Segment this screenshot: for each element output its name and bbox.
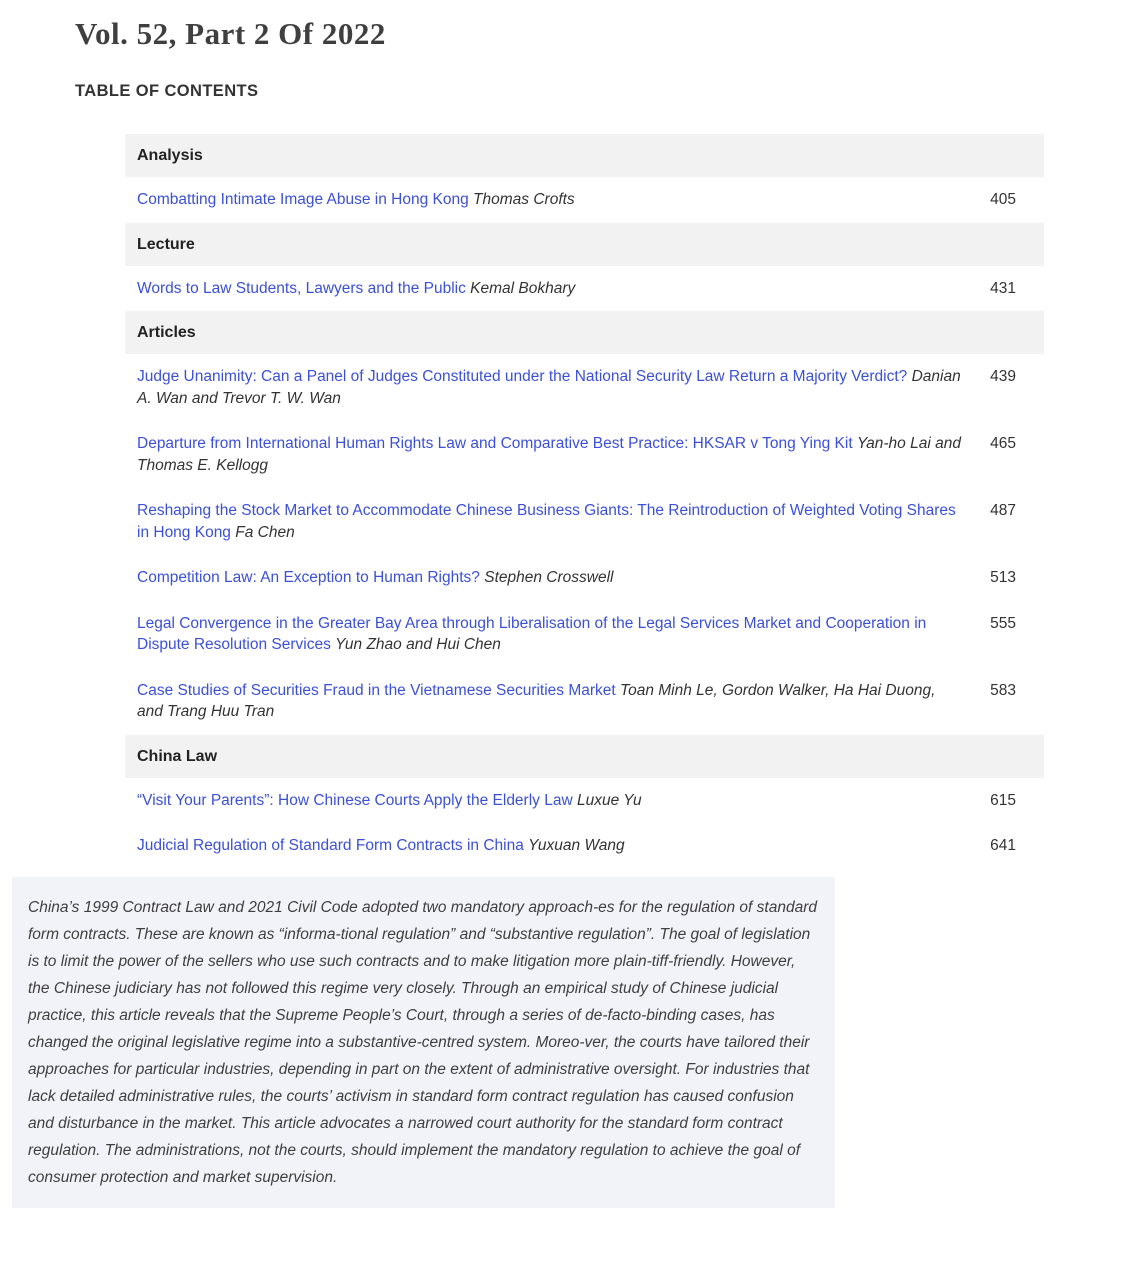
section-header — [125, 134, 1044, 177]
section-entries — [125, 778, 1044, 869]
article-authors: Stephen Crosswell — [484, 569, 614, 586]
section-label: Lecture — [137, 235, 195, 253]
article-title-link[interactable]: “Visit Your Parents”: How Chinese Courts Apply the Elderly Law — [137, 791, 573, 809]
article-authors: Danian A. Wan and Trevor T. W. Wan — [137, 368, 961, 407]
abstract-text: China’s 1999 Contract Law and 2021 Civil Code adopted two mandatory approach-es for the regulation of standard form contracts. These are known as “informa-tional regulation” and “substantive regulation”. The goal of legislation is to limit the power of the sellers who use such contracts and to make litigation more plain-tiff-friendly. However, the Chinese judiciary has not followed this regime very closely. Through an empirical study of Chinese judicial practice, this article reveals that the Supreme People’s Court, through a series of de-facto-binding cases, has changed the original legislative regime into a substantive-centred system. Moreo-ver, the courts have tailored their approaches for particular industries, depending in part on the extent of administrative oversight. For industries that lack detailed administrative rules, the courts’ activism in standard form contract regulation has caused confusion and disturbance in the market. This article advocates a narrowed court authority for the standard form contract regulation. The administrations, not the courts, should implement the mandatory regulation to achieve the goal of consumer protection and market supervision. — [28, 898, 817, 1186]
toc-entry — [137, 189, 976, 211]
toc-section — [125, 311, 1044, 735]
toc-entry-row — [125, 668, 1044, 735]
toc-entry-row — [125, 177, 1044, 223]
article-authors: Toan Minh Le, Gordon Walker, Ha Hai Duong, and Trang Huu Tran — [137, 681, 936, 720]
toc-entry — [137, 790, 976, 812]
page-number: 513 — [990, 569, 1016, 586]
toc-entry-row — [125, 778, 1044, 824]
page-number: 641 — [990, 837, 1016, 854]
abstract-box — [12, 877, 835, 1208]
page-number: 615 — [990, 791, 1016, 809]
article-authors: Yun Zhao and Hui Chen — [335, 636, 501, 653]
article-title-link[interactable]: Words to Law Students, Lawyers and the Public — [137, 279, 466, 297]
article-authors: Kemal Bokhary — [470, 279, 576, 297]
toc-section — [125, 735, 1044, 869]
journal-toc-page — [0, 16, 1146, 1208]
toc-entry — [137, 278, 976, 300]
article-authors: Yan-ho Lai and Thomas E. Kellogg — [137, 435, 961, 474]
article-title-link[interactable]: Departure from International Human Rights Law and Comparative Best Practice: HKSAR v Tong Ying Kit — [137, 435, 853, 452]
section-label: China Law — [137, 747, 218, 765]
article-authors: Yuxuan Wang — [528, 837, 625, 854]
article-title-link[interactable]: Competition Law: An Exception to Human Rights? — [137, 569, 480, 586]
article-title-link[interactable]: Judicial Regulation of Standard Form Contracts in China — [137, 837, 524, 854]
article-authors: Fa Chen — [235, 523, 295, 541]
section-entries — [125, 177, 1044, 223]
article-authors: Luxue Yu — [576, 791, 642, 809]
article-title-link[interactable]: Reshaping the Stock Market to Accommodate Chinese Business Giants: The Reintroduction of Weighted Voting Shares in Hong Kong — [137, 502, 956, 541]
toc-entry — [137, 567, 976, 589]
toc-entry-row — [125, 823, 1044, 869]
toc-entry — [137, 835, 976, 857]
toc-entry-row — [125, 421, 1044, 488]
section-header — [125, 735, 1044, 778]
toc-entry-row — [125, 555, 1044, 601]
article-title-link[interactable]: Case Studies of Securities Fraud in the Vietnamese Securities Market — [137, 681, 616, 699]
page-number: 487 — [990, 502, 1016, 519]
section-header — [125, 311, 1044, 354]
toc-entry-row — [125, 488, 1044, 555]
toc-entry — [137, 500, 976, 543]
toc-table — [125, 134, 1044, 869]
toc-entry-row — [125, 601, 1044, 668]
toc-section — [125, 134, 1044, 223]
article-authors: Thomas Crofts — [473, 191, 575, 208]
page-number: 555 — [990, 614, 1016, 632]
toc-entry — [137, 613, 976, 656]
section-label: Articles — [137, 324, 196, 341]
article-title-link[interactable]: Judge Unanimity: Can a Panel of Judges Constituted under the National Security Law Return a Majority Verdict? — [137, 368, 908, 385]
article-title-link[interactable]: Legal Convergence in the Greater Bay Area through Liberalisation of the Legal Services Market and Cooperation in Dispute Resolution Services — [137, 614, 927, 653]
toc-entry — [137, 433, 976, 476]
toc-section — [125, 223, 1044, 312]
page-number: 583 — [990, 681, 1016, 699]
page-title: Vol. 52, Part 2 Of 2022 — [75, 16, 386, 51]
toc-entry — [137, 680, 976, 723]
toc-entry — [137, 366, 976, 409]
page-number: 431 — [990, 279, 1016, 297]
article-title-link[interactable]: Combatting Intimate Image Abuse in Hong Kong — [137, 191, 469, 208]
section-entries — [125, 354, 1044, 735]
toc-entry-row — [125, 266, 1044, 312]
section-entries — [125, 266, 1044, 312]
page-number: 439 — [990, 368, 1016, 385]
page-number: 465 — [990, 435, 1016, 452]
toc-heading: TABLE OF CONTENTS — [75, 82, 259, 100]
section-label: Analysis — [137, 147, 203, 164]
section-header — [125, 223, 1044, 266]
toc-entry-row — [125, 354, 1044, 421]
page-number: 405 — [990, 191, 1016, 208]
